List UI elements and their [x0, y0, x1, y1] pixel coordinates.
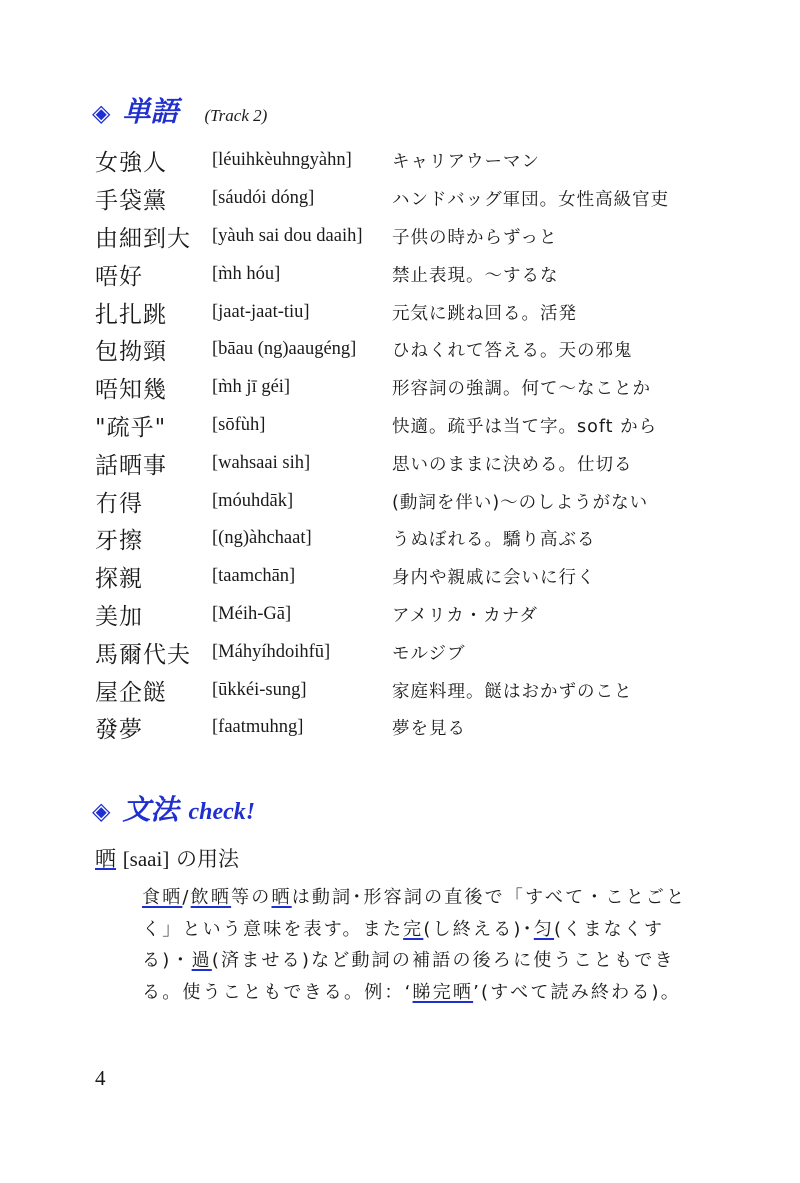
vocab-pronunciation: [faatmuhng] — [212, 717, 304, 738]
vocab-word: 唔好 — [95, 263, 143, 290]
paragraph-text: は動詞･形容詞の直後で「すべて・ことごとく」という意味を表す。また — [142, 887, 687, 940]
vocab-row — [95, 331, 735, 369]
vocab-meaning: ひねくれて答える。天の邪鬼 — [392, 341, 633, 362]
vocab-row — [95, 482, 735, 520]
vocab-word: "疏乎" — [95, 414, 167, 441]
vocab-row — [95, 407, 735, 445]
vocab-pronunciation: [Máhyíhdoihfū] — [212, 641, 331, 662]
vocab-row — [95, 142, 735, 180]
vocab-row — [95, 369, 735, 407]
vocab-meaning: 家庭料理。餸はおかずのこと — [392, 681, 633, 702]
vocab-title: 単語 — [122, 95, 179, 128]
vocab-pronunciation: [ūkkéi-sung] — [212, 679, 307, 700]
paragraph-text: (くまなくする)・ — [142, 918, 665, 971]
vocab-row — [95, 633, 735, 671]
example-term: 晒 — [271, 887, 292, 908]
vocab-pronunciation: [yàuh sai dou daaih] — [212, 225, 363, 246]
vocab-pronunciation: [móuhdāk] — [212, 490, 294, 511]
vocab-row — [95, 596, 735, 634]
subheading-romanization: [saai] — [122, 847, 170, 871]
vocab-list — [95, 142, 735, 747]
vocab-word: 唔知幾 — [95, 377, 167, 404]
vocab-heading — [92, 90, 267, 130]
vocab-word: 由細到大 — [95, 225, 191, 252]
vocab-row — [95, 293, 735, 331]
vocab-pronunciation: [sōfùh] — [212, 414, 266, 435]
vocab-meaning: 身内や親戚に会いに行く — [392, 568, 596, 589]
subheading-char: 晒 — [95, 847, 116, 871]
paragraph-text: (済ませる)など動詞の補語の後ろに使うこともできる。使うこともできる。例：‘ — [142, 950, 675, 1003]
vocab-word: 扎扎跳 — [95, 301, 167, 328]
vocab-word: 馬爾代夫 — [95, 641, 191, 668]
vocab-meaning: 元気に跳ね回る。活発 — [392, 303, 577, 324]
vocab-pronunciation: [jaat-jaat-tiu] — [212, 301, 310, 322]
vocab-word: 發夢 — [95, 717, 143, 744]
vocab-meaning: 形容詞の強調。何て～なことか — [392, 379, 651, 400]
vocab-meaning: 快適。疏乎は当て字。soft から — [392, 416, 658, 437]
example-term: 食晒 — [142, 887, 183, 908]
paragraph-text: / — [182, 887, 191, 908]
vocab-meaning: (動詞を伴い)～のしようがない — [392, 492, 649, 513]
page-number: 4 — [95, 1066, 106, 1090]
vocab-meaning: モルジブ — [392, 643, 466, 664]
vocab-row — [95, 218, 735, 256]
vocab-word: 美加 — [95, 603, 143, 630]
vocab-meaning: ハンドバッグ軍団。女性高級官吏 — [392, 190, 670, 211]
vocab-pronunciation: [m̀h hóu] — [212, 263, 281, 284]
vocab-word: 女強人 — [95, 150, 167, 177]
vocab-pronunciation: [wahsaai sih] — [212, 452, 311, 473]
vocab-row — [95, 520, 735, 558]
paragraph-text: (し終える)･ — [423, 918, 534, 940]
grammar-paragraph — [142, 882, 690, 1008]
grammar-check-label: check! — [188, 799, 256, 825]
paragraph-text: 等の — [231, 887, 272, 908]
vocab-word: 探親 — [95, 566, 143, 593]
grammar-title: 文法 — [122, 793, 179, 826]
vocab-meaning: 禁止表現。～するな — [392, 265, 559, 286]
vocab-meaning: 思いのままに決める。仕切る — [392, 454, 633, 475]
vocab-row — [95, 255, 735, 293]
vocab-row — [95, 709, 735, 747]
vocab-row — [95, 444, 735, 482]
example-term: 睇完晒 — [412, 981, 474, 1003]
vocab-pronunciation: [Méih-Gā] — [212, 603, 292, 624]
diamond-icon: ◈ — [92, 797, 111, 825]
example-term: 過 — [191, 950, 212, 971]
vocab-word: 牙擦 — [95, 528, 143, 555]
vocab-pronunciation: [bāau (ng)aaugéng] — [212, 339, 357, 360]
vocab-word: 冇得 — [95, 490, 143, 517]
vocab-row — [95, 180, 735, 218]
vocab-row — [95, 558, 735, 596]
vocab-word: 手袋黨 — [95, 188, 167, 215]
vocab-meaning: キャリアウーマン — [392, 152, 540, 173]
grammar-heading — [92, 788, 255, 828]
track-label: (Track 2) — [204, 106, 268, 125]
vocab-word: 包拗頸 — [95, 339, 167, 366]
vocab-meaning: 子供の時からずっと — [392, 227, 558, 248]
vocab-row — [95, 671, 735, 709]
diamond-icon: ◈ — [92, 99, 111, 127]
vocab-word: 話晒事 — [95, 452, 167, 479]
example-term: 完 — [403, 918, 424, 940]
vocab-pronunciation: [sáudói dóng] — [212, 188, 315, 209]
vocab-meaning: 夢を見る — [392, 719, 466, 740]
paragraph-text: ’(すべて読み終わる)。 — [473, 981, 681, 1003]
vocab-pronunciation: [léuihkèuhngyàhn] — [212, 150, 352, 171]
vocab-pronunciation: [m̀h jī géi] — [212, 377, 291, 398]
example-term: 匀 — [533, 918, 555, 940]
subheading-suffix: の用法 — [176, 847, 240, 871]
vocab-word: 屋企餸 — [95, 679, 167, 706]
vocab-pronunciation: [(ng)àhchaat] — [212, 528, 312, 549]
example-term: 飲晒 — [190, 887, 232, 908]
vocab-meaning: アメリカ・カナダ — [392, 605, 538, 626]
grammar-subheading — [95, 843, 239, 873]
vocab-pronunciation: [taamchān] — [212, 566, 296, 587]
vocab-meaning: うぬぼれる。驕り高ぶる — [392, 530, 596, 551]
